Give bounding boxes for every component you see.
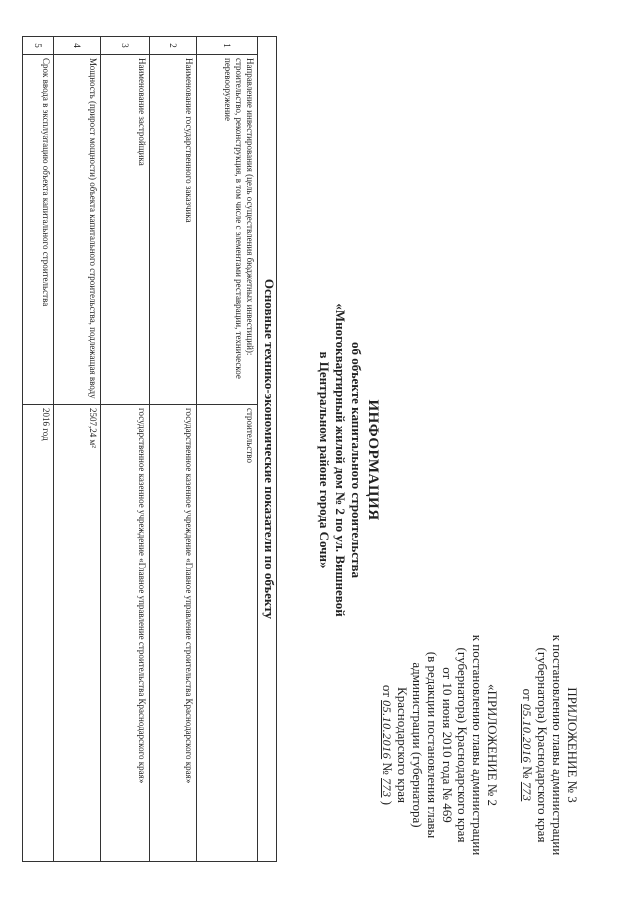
row-label: Наименование государственного заказчика [150, 55, 197, 405]
appendix-2-line: администрации (губернатора) [410, 662, 425, 828]
appendix-2-block [379, 610, 500, 880]
row-label: Наименование застройщика [101, 55, 150, 405]
row-label: Направление инвестирования (цель осуществления бюджетных инвестиций): строительство, реконструкция, в том числе с элементами реставрации, техническое перевооружение [197, 55, 258, 405]
document-title: ИНФОРМАЦИЯ [365, 399, 381, 521]
row-value: государственное казенное учреждение «Главное управление строительства Краснодарского края» [150, 405, 197, 862]
row-value: строительство [197, 405, 258, 862]
indicators-table [22, 36, 277, 862]
row-label: Срок ввода в эксплуатацию объекта капитального строительства [23, 55, 54, 405]
object-name: в Центральном районе города Сочи» [317, 351, 332, 569]
appendix-3-title: ПРИЛОЖЕНИЕ № 3 [565, 687, 580, 803]
row-value: 2507,24 м² [54, 405, 101, 862]
row-label: Мощность (прирост мощности) объекта капитального строительства, подлежащая вводу [54, 55, 101, 405]
row-number: 5 [23, 37, 54, 55]
table-row [54, 37, 101, 862]
object-name: «Многоквартирный жилой дом № 2 по ул. Вишневой [333, 303, 348, 617]
document-subtitle: об объекте капитального строительства [349, 342, 364, 578]
appendix-3-line: к постановлению главы администрации [550, 634, 565, 856]
row-number: 3 [101, 37, 150, 55]
handwritten-date: 05.10.2016 [380, 700, 394, 760]
appendix-2-line: (в редакции постановления главы [425, 651, 440, 839]
table-header-row [258, 37, 277, 862]
handwritten-date: 05.10.2016 [520, 703, 534, 763]
row-value: государственное казенное учреждение «Главное управление строительства Краснодарского края» [101, 405, 150, 862]
row-number: 1 [197, 37, 258, 55]
appendix-3-block [519, 610, 580, 880]
appendix-2-date-line: от 05.10.2016 № 773 ) [380, 684, 395, 806]
appendix-2-line: к постановлению главы администрации [470, 634, 485, 856]
handwritten-number: 773 [520, 781, 534, 802]
table-row [23, 37, 54, 862]
appendix-3-line: (губернатора) Краснодарского края [535, 647, 550, 843]
table-row [197, 37, 258, 862]
appendix-2-line: (губернатора) Краснодарского края [455, 647, 470, 843]
appendix-2-title: «ПРИЛОЖЕНИЕ № 2 [485, 683, 500, 807]
table-header: Основные технико-экономические показатели по объекту [258, 37, 277, 862]
row-number: 4 [54, 37, 101, 55]
appendix-2-line: Краснодарского края [395, 687, 410, 803]
handwritten-number: 773 [380, 778, 394, 798]
row-value: 2016 год [23, 405, 54, 862]
appendix-2-line: от 10 июня 2010 года № 469 [440, 667, 455, 823]
row-number: 2 [150, 37, 197, 55]
table-row [150, 37, 197, 862]
table-row [101, 37, 150, 862]
appendix-3-date-line: от 05.10.2016 № 773 [520, 688, 535, 802]
document-heading [316, 220, 382, 700]
